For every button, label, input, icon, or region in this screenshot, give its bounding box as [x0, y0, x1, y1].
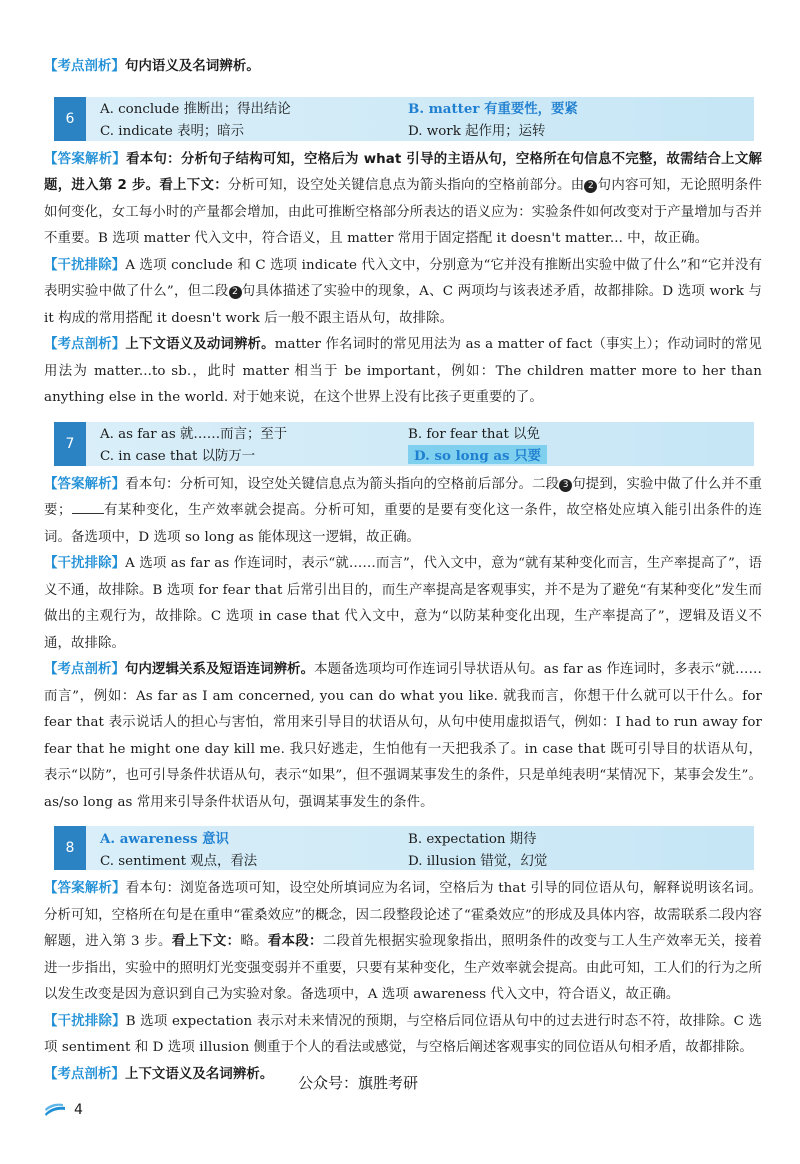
q6-kaodian-bold: 上下文语义及动词辨析。: [125, 337, 275, 352]
q8-answer-text-3: 二段首先根据实验现象指出，照明条件的改变与工人生产效率无关，接着进一步指出，实验中的照明灯光变强变弱并不重要，只要有某种变化，生产效率就会提高。由此可知，工人们的行为之所以发生改变是因为意识到自己为实验对象。备选项中，A 选项 awareness 代入文中，符合语义，故正确。: [44, 934, 762, 1002]
q6-ganrao-text: A 选项 conclude 和 C 选项 indicate 代入文中，分别意为“它并没有推断出实验中做了什么”和“它并没有表明实验中做了什么”，但二段: [44, 257, 762, 299]
book-logo-icon: [44, 1102, 66, 1118]
question-8-options: [54, 826, 754, 870]
label-ganrao: 【干扰排除】: [44, 257, 126, 273]
option-d: D. work 起作用；运转: [408, 124, 546, 139]
q6-answer-analysis: [44, 147, 762, 253]
options-grid: [86, 826, 754, 870]
circled-number: 3: [559, 479, 572, 492]
q7-kaodian-text: 本题备选项均可作连词引导状语从句。as far as 作连词时，多表示“就……而言”，例如：As far as I am concerned, you can do what you like. 就我而言，你想干什么就可以干什么。for fear that 表示说话人的担心与害怕，常用来引导目的状语从句，从句中使用虚拟语气，例如：I had to run away for fear that he might one day kill me. 我只好逃走，生怕他有一天把我杀了。in case that 既可引导目的状语从句，表示“以防”，也可引导条件状语从句，表示“如果”，但不强调某事发生的条件，只是单纯表明“某情况下，某事会发生”。as/so long as 常用来引导条件状语从句，强调某事发生的条件。: [44, 662, 762, 810]
q8-distractor-analysis: [44, 1009, 762, 1062]
page-number: 4: [74, 1102, 83, 1118]
option-c: C. sentiment 观点，看法: [100, 853, 258, 869]
intro-text: 句内语义及名词辨析。: [124, 59, 260, 74]
option-b: B. for fear that 以免: [408, 427, 540, 442]
label-kaodian: 【考点剖析】: [44, 662, 126, 677]
q6-point-analysis: [44, 332, 762, 412]
question-number: 7: [54, 422, 86, 466]
question-7-options: [54, 422, 754, 466]
options-grid: [86, 422, 754, 466]
q6-answer-bold: 看上下文：: [159, 178, 228, 193]
option-a: A. conclude 推断出；得出结论: [100, 102, 291, 117]
q8-ganrao-text: B 选项 expectation 表示对未来情况的预期，与空格后同位语从句中的过去进行时态不符，故排除。C 选项 sentiment 和 D 选项 illusion 侧重于个人的看法或感觉，与空格后阐述客观事实的同位语从句相矛盾，故都排除。: [44, 1013, 762, 1055]
q6-answer-text: 分析可知，设空处关键信息点为箭头指向的空格前部分。由: [227, 178, 585, 193]
option-a: A. as far as 就……而言；至于: [100, 427, 288, 442]
q8-kaodian-bold: 上下文语义及名词辨析。: [124, 1066, 274, 1082]
q7-distractor-analysis: [44, 551, 762, 657]
blank-line: [72, 500, 104, 514]
label-daan: 【答案解析】: [44, 476, 126, 492]
option-a-correct: A. awareness 意识: [100, 830, 229, 847]
q6-ganrao-text-2: 句具体描述了实验中的现象，A、C 两项均与该表述矛盾，故都排除。D 选项 work 与 it 构成的常用搭配 it doesn't work 后一般不跟主语从句，故排除。: [44, 284, 762, 326]
label-daan: 【答案解析】: [44, 151, 127, 167]
option-c: C. in case that 以防万一: [100, 449, 256, 464]
option-b: B. expectation 期待: [408, 831, 537, 847]
q8-answer-text-2: 略。: [240, 934, 268, 949]
option-b-correct: B. matter 有重要性，要紧: [408, 101, 578, 117]
label-ganrao: 【干扰排除】: [44, 556, 126, 571]
q6-kaodian-text: matter 作名词时的常见用法为 as a matter of fact（事实上）；作动词时的常见用法为 matter...to sb.，此时 matter 相当于 be important，例如：The children matter more to her than anything else in the world. 对于她来说，在这个世界上没有比孩子更重要的了。: [44, 337, 762, 405]
q7-point-analysis: [44, 657, 762, 816]
label-ganrao: 【干扰排除】: [44, 1013, 126, 1029]
circled-number: 2: [229, 286, 242, 299]
q7-answer-analysis: [44, 472, 762, 552]
q8-answer-bold: 看上下文：: [171, 934, 241, 949]
label-daan: 【答案解析】: [44, 881, 126, 896]
q7-ganrao-text: A 选项 as far as 作连词时，表示“就……而言”，代入文中，意为“就有某种变化而言，生产率提高了”，语义不通，故排除。B 选项 for fear that 后常引出目的，而生产率提高是客观事实，并不是为了避免“有某种变化”发生而做出的主观行为，故排除。C 选项 in case that 代入文中，意为“以防某种变化出现，生产率提高了”，逻辑及语义不通，故排除。: [44, 556, 762, 651]
label-kaodian: 【考点剖析】: [44, 59, 125, 74]
question-number: 6: [54, 97, 86, 141]
q6-answer-lead: 看本句：分析句子结构可知，空格后为 what 引导的主语从句，空格所在句信息不完整，故需结合上文解题，进入第 2 步。: [44, 151, 762, 193]
q7-answer-text-2: 句提到，实验中做了什么并不重要；: [44, 476, 762, 518]
q7-answer-text-3: 有某种变化，生产效率就会提高。分析可知，重要的是要有变化这一条件，故空格处应填入能引出条件的连词。备选项中，D 选项 so long as 能体现这一逻辑，故正确。: [44, 503, 763, 545]
label-kaodian: 【考点剖析】: [44, 1066, 125, 1082]
option-d: D. illusion 错觉，幻觉: [408, 853, 548, 869]
q7-answer-text: 看本句：分析可知，设空处关键信息点为箭头指向的空格前后部分。二段: [125, 476, 560, 492]
question-6-options: [54, 97, 754, 141]
q8-answer-analysis: [44, 876, 762, 1009]
wechat-account: 公众号：旗胜考研: [298, 1074, 419, 1092]
option-c: C. indicate 表明；暗示: [100, 124, 245, 139]
q6-answer-text-2: 句内容可知，无论照明条件如何变化，女工每小时的产量都会增加，由此可推断空格部分所表达的语义应为：实验条件如何改变对于产量增加与否并不重要。B 选项 matter 代入文中，符合语义，且 matter 常用于固定搭配 it doesn't matter... 中，故正确。: [44, 178, 762, 246]
intro-analysis: [44, 54, 762, 81]
circled-number: 2: [584, 180, 597, 193]
q6-distractor-analysis: [44, 253, 762, 333]
question-number: 8: [54, 826, 86, 870]
q8-answer-bold-2: 看本段：: [267, 934, 323, 949]
option-d-correct: D. so long as 只要: [408, 445, 547, 464]
q8-answer-text: 看本句：浏览备选项可知，设空处所填词应为名词，空格后为 that 引导的同位语从句，解释说明该名词。分析可知，空格所在句是在重申“霍桑效应”的概念，因二段整段论述了“霍桑效应”的形成及具体内容，故需联系二段内容解题，进入第 3 步。: [44, 881, 762, 949]
options-grid: [86, 97, 754, 141]
q7-kaodian-bold: 句内逻辑关系及短语连词辨析。: [125, 662, 315, 677]
label-kaodian: 【考点剖析】: [44, 337, 126, 352]
